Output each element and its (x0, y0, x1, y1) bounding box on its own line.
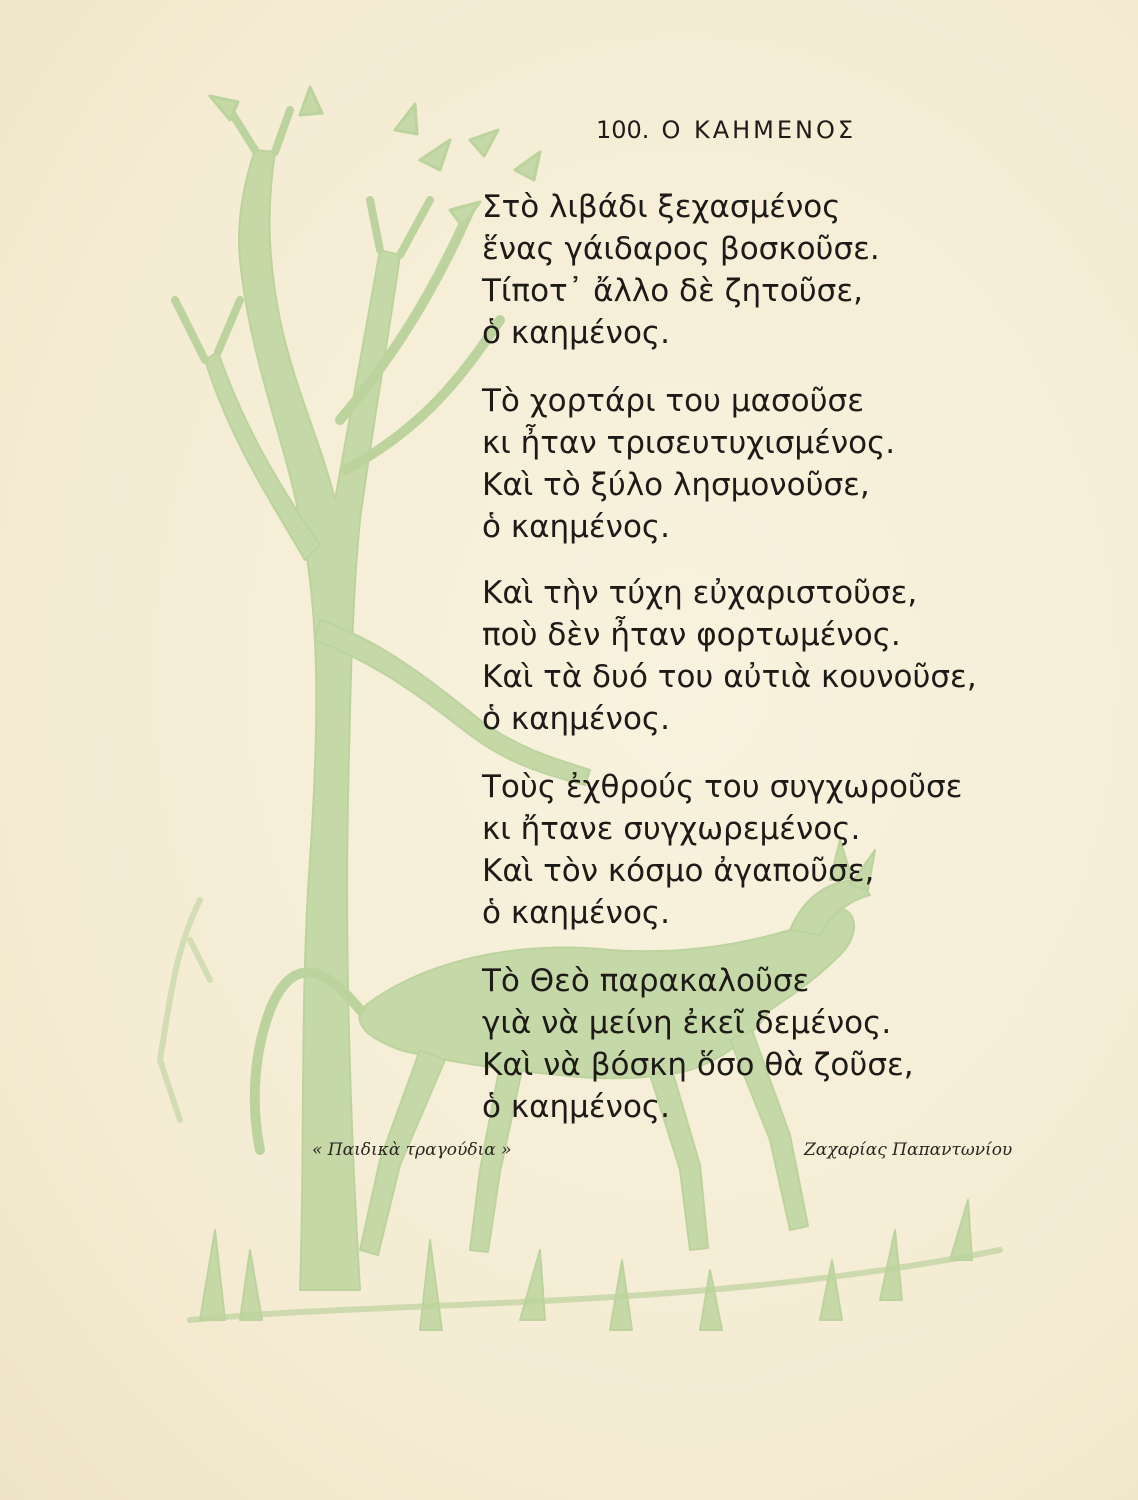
verse-line: Καὶ τὰ δυό του αὐτιὰ κουνοῦσε, (482, 659, 977, 695)
verse-line: Τίποτ᾽ ἄλλο δὲ ζητοῦσε, (482, 273, 863, 309)
stanza (482, 380, 1042, 548)
verse-line: κι ἦταν τρισευτυχισμένος. (482, 425, 896, 461)
verse-line: Τὸ Θεὸ παρακαλοῦσε (482, 963, 810, 999)
verse-line: ὁ καημένος. (482, 509, 670, 545)
verse-line: κι ἤτανε συγχωρεμένος. (482, 811, 861, 847)
verse-line: ἕνας γάιδαρος βοσκοῦσε. (482, 231, 880, 267)
stanza (482, 766, 1042, 934)
author-name: Ζαχαρίας Παπαντωνίου (804, 1140, 1013, 1160)
verse-line: Καὶ νὰ βόσκη ὅσο θὰ ζοῦσε, (482, 1047, 914, 1083)
poem-heading (596, 116, 856, 144)
verse-line: ὁ καημένος. (482, 315, 670, 351)
stanza (482, 960, 1042, 1128)
poem-number: 100. (596, 116, 650, 144)
verse-line: ποὺ δὲν ἦταν φορτωμένος. (482, 617, 901, 653)
verse-line: ὁ καημένος. (482, 895, 670, 931)
poem-title: Ο ΚΑΗΜΕΝΟΣ (661, 116, 857, 144)
verse-line: Στὸ λιβάδι ξεχασμένος (482, 189, 841, 225)
verse-line: Τὸ χορτάρι του μασοῦσε (482, 383, 864, 419)
verse-line: Καὶ τὸν κόσμο ἀγαποῦσε, (482, 853, 875, 889)
verse-line: Καὶ τὸ ξύλο λησμονοῦσε, (482, 467, 870, 503)
verse-line: γιὰ νὰ μείνη ἐκεῖ δεμένος. (482, 1005, 892, 1041)
verse-line: Τοὺς ἐχθρούς του συγχωροῦσε (482, 769, 963, 805)
verse-line: ὁ καημένος. (482, 1089, 670, 1125)
source-credit: « Παιδικὰ τραγούδια » (312, 1140, 512, 1160)
verse-line: Καὶ τὴν τύχη εὐχαριστοῦσε, (482, 575, 918, 611)
stanza (482, 186, 1042, 354)
stanza (482, 572, 1042, 740)
verse-line: ὁ καημένος. (482, 701, 670, 737)
